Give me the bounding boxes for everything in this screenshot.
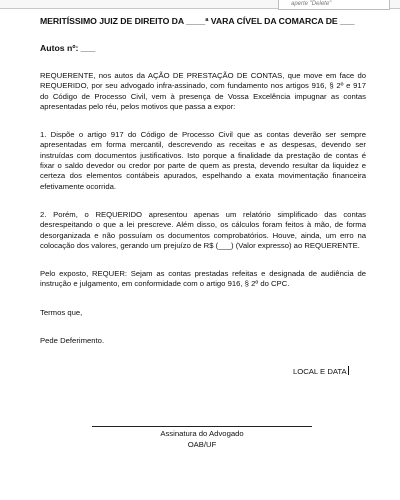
request-paragraph: Pelo exposto, REQUER: Sejam as contas prestadas refeitas e designada de audiência de instrução e julgamento, em conformidade com o artigo 916, § 2º do CPC.	[40, 269, 366, 289]
delete-hint-text: aperte "Delete"	[291, 1, 332, 7]
local-date-field[interactable]	[293, 366, 349, 377]
intro-paragraph: REQUERENTE, nos autos da AÇÃO DE PRESTAÇÃO DE CONTAS, que move em face do REQUERIDO, por seu advogado infra-assinado, com fundamento nos artigos 916, § 2º e 917 do Código de Processo Civil, vem à presença de Vossa Excelência impugnar as contas apresentadas pelo réu, pelos motivos que passa a expor:	[40, 71, 366, 111]
document-page	[40, 12, 366, 346]
item-1-paragraph: 1. Dispõe o artigo 917 do Código de Processo Civil que as contas deverão ser sempre apresentadas em forma mercantil, descrevendo as receitas e as despesas, devendo ser instruídas com documentos justificativos. Isto porque a finalidade da prestação de contas é fixar o saldo devedor ou credor por parte de quem as presta, devendo resultar da liquidez e certeza dos elementos contábeis apurados, espelhando a exata movimentação financeira efetivamente ocorrida.	[40, 130, 366, 191]
autos-number: Autos nº: ___	[40, 43, 96, 53]
delete-hint	[278, 0, 390, 10]
document-heading: MERITÍSSIMO JUIZ DE DIREITO DA ____ª VARA CÍVEL DA COMARCA DE ___	[40, 16, 355, 26]
signature-block	[92, 428, 312, 450]
deferimento-text: Pede Deferimento.	[40, 335, 105, 345]
oab-label: OAB/UF	[187, 440, 217, 449]
closing-text: Termos que,	[40, 307, 83, 317]
signature-line	[92, 426, 312, 427]
item-2-paragraph: 2. Porém, o REQUERIDO apresentou apenas um relatório simplificado das contas desrespeitando o que a lei prescreve. Além disso, os cálculos foram feitos à mão, de forma desorganizada e não possuíam os documentos comprobatórios. Houve, ainda, um erro na colocação dos valores, gerando um prejuízo de R$ (___) (Valor expresso) ao REQUERENTE.	[40, 209, 366, 250]
signature-label: Assinatura do Advogado	[160, 429, 244, 438]
local-date-text: LOCAL E DATA	[293, 367, 347, 376]
text-cursor	[348, 366, 349, 375]
